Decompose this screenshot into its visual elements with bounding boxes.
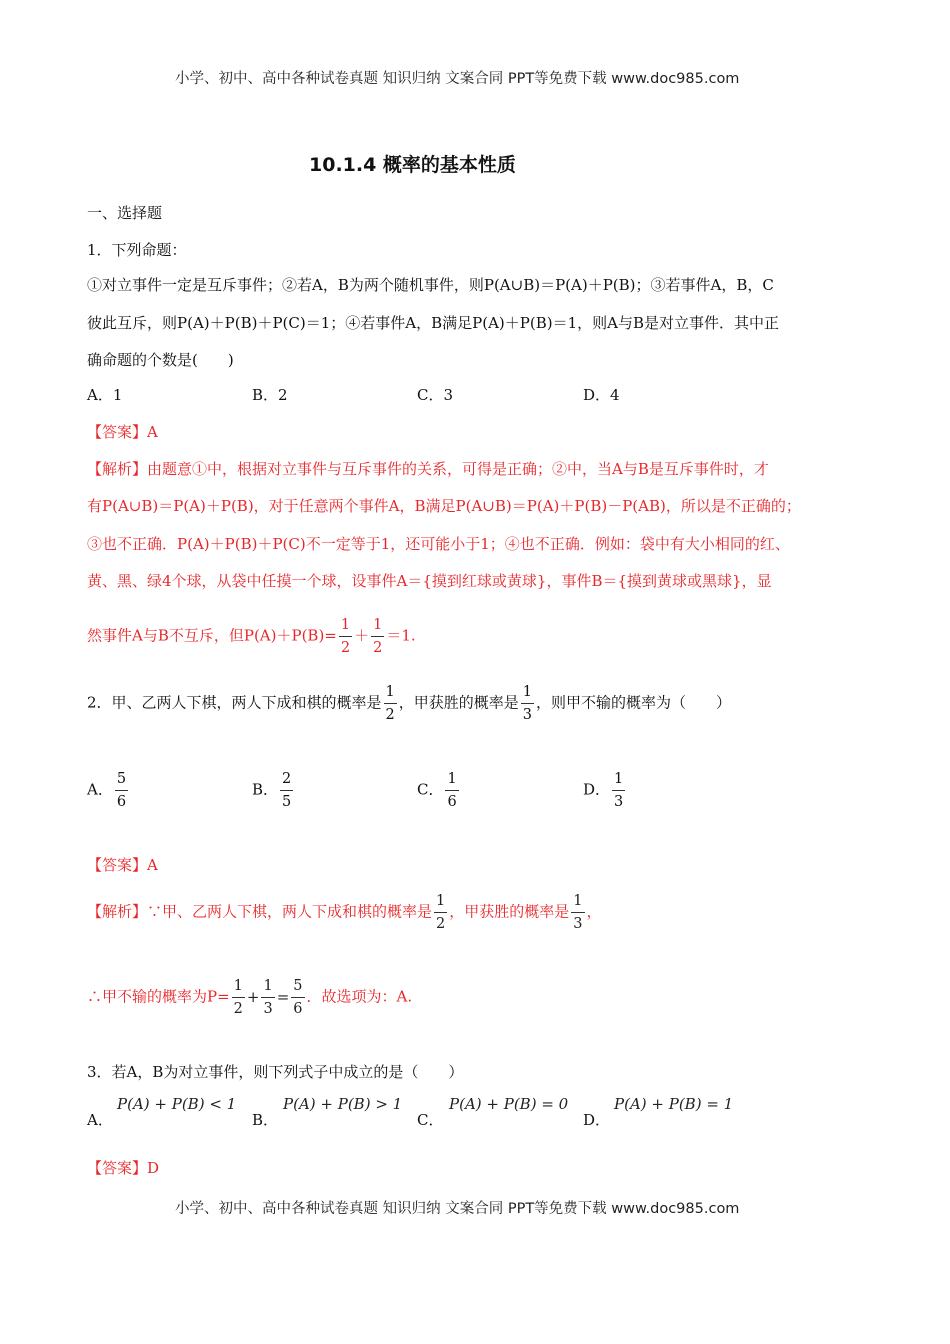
q1-line-3: 确命题的个数是( ) bbox=[87, 351, 234, 369]
fraction-half bbox=[371, 616, 384, 657]
q2-option-c bbox=[417, 770, 461, 811]
analysis-text: 然事件A与B不互斥，但P(A)＋P(B)= bbox=[87, 626, 337, 645]
fraction-numerator: 2 bbox=[280, 770, 293, 791]
q1-analysis-line-3: ③也不正确．P(A)＋P(B)＋P(C)不一定等于1，还可能小于1；④也不正确．例如：袋中有大小相同的红、 bbox=[87, 535, 790, 553]
q1-option-b: B．2 bbox=[252, 386, 288, 404]
q3-option-c-label: C． bbox=[417, 1111, 444, 1129]
q1-option-c: C．3 bbox=[417, 386, 454, 404]
sum-formula bbox=[230, 978, 307, 1017]
q3-option-c-formula: P(A) + P(B) = 0 bbox=[449, 1095, 569, 1113]
analysis-text: ．故选项为：A. bbox=[306, 987, 413, 1006]
fraction-half bbox=[232, 977, 245, 1018]
fraction-denominator: 3 bbox=[263, 1001, 273, 1017]
page-footer: 小学、初中、高中各种试卷真题 知识归纳 文案合同 PPT等免费下载 www.doc985.com bbox=[175, 1201, 740, 1217]
option-label: A． bbox=[87, 780, 113, 799]
fraction-third bbox=[521, 683, 534, 724]
fraction-denominator: 2 bbox=[340, 640, 351, 656]
page-title: 10.1.4 概率的基本性质 bbox=[309, 154, 516, 176]
q1-option-a: A．1 bbox=[87, 386, 123, 404]
option-fraction bbox=[445, 770, 458, 811]
fraction-denominator: 6 bbox=[293, 1001, 303, 1017]
q2-answer: 【答案】A bbox=[87, 856, 158, 874]
fraction-numerator: 1 bbox=[445, 770, 458, 791]
fraction-numerator: 5 bbox=[115, 770, 128, 791]
fraction-five-sixth bbox=[291, 977, 304, 1018]
fraction-half bbox=[339, 616, 352, 657]
fraction-numerator: 1 bbox=[261, 977, 274, 998]
fraction-third bbox=[261, 977, 274, 1018]
q3-option-d-label: D． bbox=[583, 1111, 611, 1129]
q1-analysis-line-5 bbox=[87, 616, 416, 657]
fraction-numerator: 1 bbox=[371, 616, 384, 637]
fraction-numerator: 5 bbox=[291, 977, 304, 998]
equals-sign: = bbox=[276, 987, 290, 1006]
q3-option-d-formula: P(A) + P(B) = 1 bbox=[614, 1095, 734, 1113]
q1-line-1: ①对立事件一定是互斥事件；②若A，B为两个随机事件，则P(A∪B)＝P(A)＋P(B)；③若事件A，B，C bbox=[87, 276, 774, 294]
analysis-text: ，甲获胜的概率是 bbox=[449, 902, 570, 921]
analysis-text: ， bbox=[586, 902, 602, 921]
q1-stem: 1．下列命题： bbox=[87, 241, 187, 259]
q2-stem-text: ，甲获胜的概率是 bbox=[398, 693, 519, 712]
fraction-denominator: 5 bbox=[282, 794, 292, 810]
option-label: B． bbox=[252, 780, 279, 799]
fraction-numerator: 1 bbox=[571, 892, 584, 913]
analysis-text: ＝1. bbox=[386, 626, 416, 645]
fraction-numerator: 1 bbox=[384, 683, 397, 704]
fraction-numerator: 1 bbox=[434, 892, 447, 913]
q1-option-d: D．4 bbox=[583, 386, 620, 404]
section-heading: 一、选择题 bbox=[87, 204, 163, 222]
fraction-numerator: 1 bbox=[232, 977, 245, 998]
q3-option-a-label: A． bbox=[87, 1111, 113, 1129]
q3-stem: 3．若A，B为对立事件，则下列式子中成立的是（ ） bbox=[87, 1063, 464, 1081]
q2-option-a bbox=[87, 770, 130, 811]
fraction-denominator: 3 bbox=[573, 916, 583, 932]
fraction-denominator: 6 bbox=[116, 794, 127, 810]
q3-option-b-formula: P(A) + P(B) > 1 bbox=[283, 1095, 403, 1113]
q1-analysis-line-4: 黄、黑、绿4个球，从袋中任摸一个球，设事件A＝{摸到红球或黄球}，事件B＝{摸到黄球或黑球}，显 bbox=[87, 572, 772, 590]
option-fraction bbox=[280, 770, 293, 811]
q3-option-b-label: B． bbox=[252, 1111, 279, 1129]
q2-stem bbox=[87, 683, 731, 724]
q3-answer: 【答案】D bbox=[87, 1159, 160, 1177]
option-label: D． bbox=[583, 780, 611, 799]
fraction-denominator: 2 bbox=[233, 1001, 243, 1017]
option-label: C． bbox=[417, 780, 444, 799]
fraction-half bbox=[434, 892, 447, 933]
q2-option-d bbox=[583, 770, 627, 811]
fraction-denominator: 2 bbox=[385, 707, 395, 723]
q3-option-a-formula: P(A) + P(B) < 1 bbox=[117, 1095, 237, 1113]
analysis-text: 【解析】∵甲、乙两人下棋，两人下成和棋的概率是 bbox=[87, 902, 433, 921]
q2-analysis-line-1 bbox=[87, 892, 602, 933]
q2-analysis-line-2 bbox=[87, 977, 412, 1018]
page-header: 小学、初中、高中各种试卷真题 知识归纳 文案合同 PPT等免费下载 www.doc985.com bbox=[175, 71, 740, 87]
option-fraction bbox=[115, 770, 128, 811]
plus-sign: + bbox=[246, 987, 260, 1006]
q1-analysis-line-2: 有P(A∪B)＝P(A)＋P(B)，对于任意两个事件A，B满足P(A∪B)＝P(A)＋P(B)－P(AB)，所以是不正确的； bbox=[87, 497, 801, 515]
fraction-denominator: 3 bbox=[522, 707, 533, 723]
fraction-third bbox=[571, 892, 584, 933]
q2-stem-text: ，则甲不输的概率为（ ） bbox=[536, 693, 732, 712]
analysis-text: ∴甲不输的概率为P= bbox=[87, 987, 230, 1006]
fraction-half bbox=[384, 683, 397, 724]
q1-analysis-line-1: 【解析】由题意①中，根据对立事件与互斥事件的关系，可得是正确；②中，当A与B是互斥事件时，才 bbox=[87, 460, 769, 478]
fraction-numerator: 1 bbox=[339, 616, 352, 637]
fraction-denominator: 2 bbox=[436, 916, 446, 932]
q1-line-2: 彼此互斥，则P(A)＋P(B)＋P(C)＝1；④若事件A，B满足P(A)＋P(B)＝1，则A与B是对立事件．其中正 bbox=[87, 314, 779, 332]
fraction-numerator: 1 bbox=[612, 770, 625, 791]
q2-option-b bbox=[252, 770, 295, 811]
q1-answer: 【答案】A bbox=[87, 423, 158, 441]
fraction-denominator: 2 bbox=[373, 640, 383, 656]
option-fraction bbox=[612, 770, 625, 811]
analysis-text: ＋ bbox=[354, 626, 370, 645]
q2-stem-text: 2．甲、乙两人下棋，两人下成和棋的概率是 bbox=[87, 693, 382, 712]
fraction-denominator: 3 bbox=[614, 794, 624, 810]
fraction-numerator: 1 bbox=[521, 683, 534, 704]
fraction-denominator: 6 bbox=[447, 794, 457, 810]
